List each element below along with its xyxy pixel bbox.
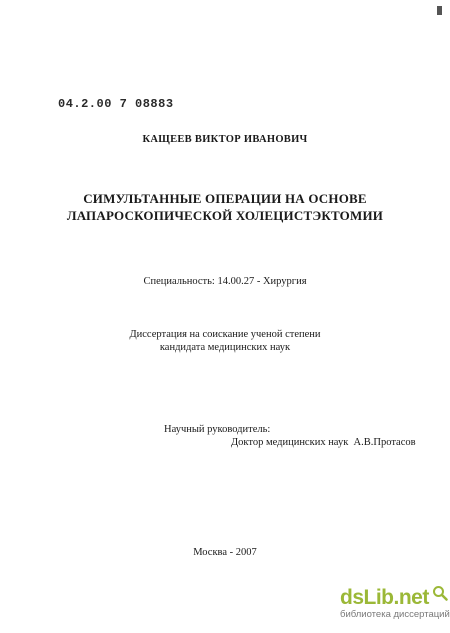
supervisor-label: Научный руководитель: <box>164 424 271 435</box>
specialty: Специальность: 14.00.27 - Хирургия <box>143 276 307 287</box>
archive-number: 04.2.00 7 08883 <box>58 97 174 111</box>
supervisor-name: Доктор медицинских наук А.В.Протасов <box>231 437 416 448</box>
title-line-1: СИМУЛЬТАННЫЕ ОПЕРАЦИИ НА ОСНОВЕ <box>83 191 367 206</box>
search-magnifier-icon <box>432 585 448 606</box>
watermark-subtitle: библиотека диссертаций <box>340 609 450 620</box>
degree-line-2: кандидата медицинских наук <box>159 342 291 353</box>
author-name: КАЩЕЕВ ВИКТОР ИВАНОВИЧ <box>142 134 308 145</box>
dslib-watermark[interactable] <box>340 585 450 633</box>
city-year: Москва - 2007 <box>193 547 257 558</box>
scan-corner-mark <box>437 6 442 15</box>
degree-line-1: Диссертация на соискание ученой степени <box>129 329 321 340</box>
dissertation-title <box>0 190 450 224</box>
watermark-brand: dsLib.net <box>340 586 429 609</box>
title-line-2: ЛАПАРОСКОПИЧЕСКОЙ ХОЛЕЦИСТЭКТОМИИ <box>66 208 384 223</box>
dissertation-degree <box>0 328 450 354</box>
